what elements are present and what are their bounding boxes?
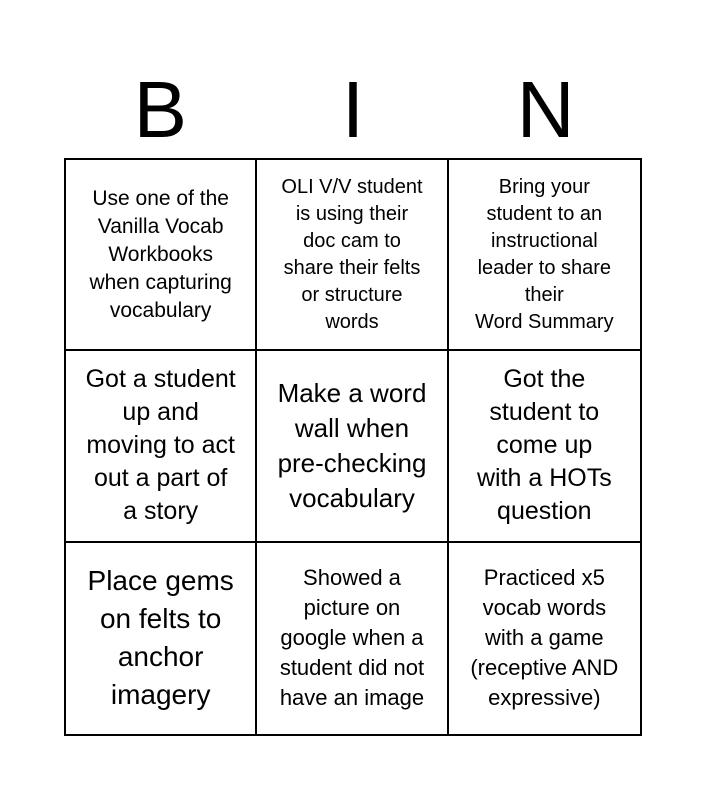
bingo-cell-r2c3[interactable] — [449, 351, 640, 542]
bingo-cell-r3c2[interactable] — [257, 543, 448, 734]
header-letter-n: N — [516, 65, 575, 154]
header-letter-i: I — [341, 65, 365, 154]
bingo-cell-text: Practiced x5 vocab words with a game (receptive AND expressive) — [470, 565, 619, 711]
bingo-cell-r1c2[interactable] — [257, 160, 448, 351]
bingo-cell-text: Make a word wall when pre-checking vocabulary — [277, 377, 427, 513]
bingo-cell-text: Got a student up and moving to act out a part of a story — [85, 365, 236, 526]
bingo-cell-r1c1[interactable] — [66, 160, 257, 351]
header-letter-b: B — [133, 65, 187, 154]
bingo-board — [64, 158, 642, 736]
bingo-cell-text: Got the student to come up with a HOTs question — [476, 365, 612, 526]
bingo-cell-r2c2[interactable] — [257, 351, 448, 542]
bingo-cell-r3c3[interactable] — [449, 543, 640, 734]
bingo-cell-r2c1[interactable] — [66, 351, 257, 542]
bingo-cell-text: Showed a picture on google when a student did not have an image — [279, 565, 425, 711]
bingo-cell-text: Use one of the Vanilla Vocab Workbooks when capturing vocabulary — [89, 186, 232, 322]
bingo-header — [64, 60, 642, 160]
bingo-cell-r1c3[interactable] — [449, 160, 640, 351]
bingo-cell-r3c1[interactable] — [66, 543, 257, 734]
bingo-cell-text: OLI V/V student is using their doc cam to share their felts or structure words — [281, 175, 423, 333]
bingo-cell-text: Bring your student to an instructional leader to share their Word Summary — [475, 175, 614, 333]
bingo-cell-text: Place gems on felts to anchor imagery — [87, 565, 234, 711]
